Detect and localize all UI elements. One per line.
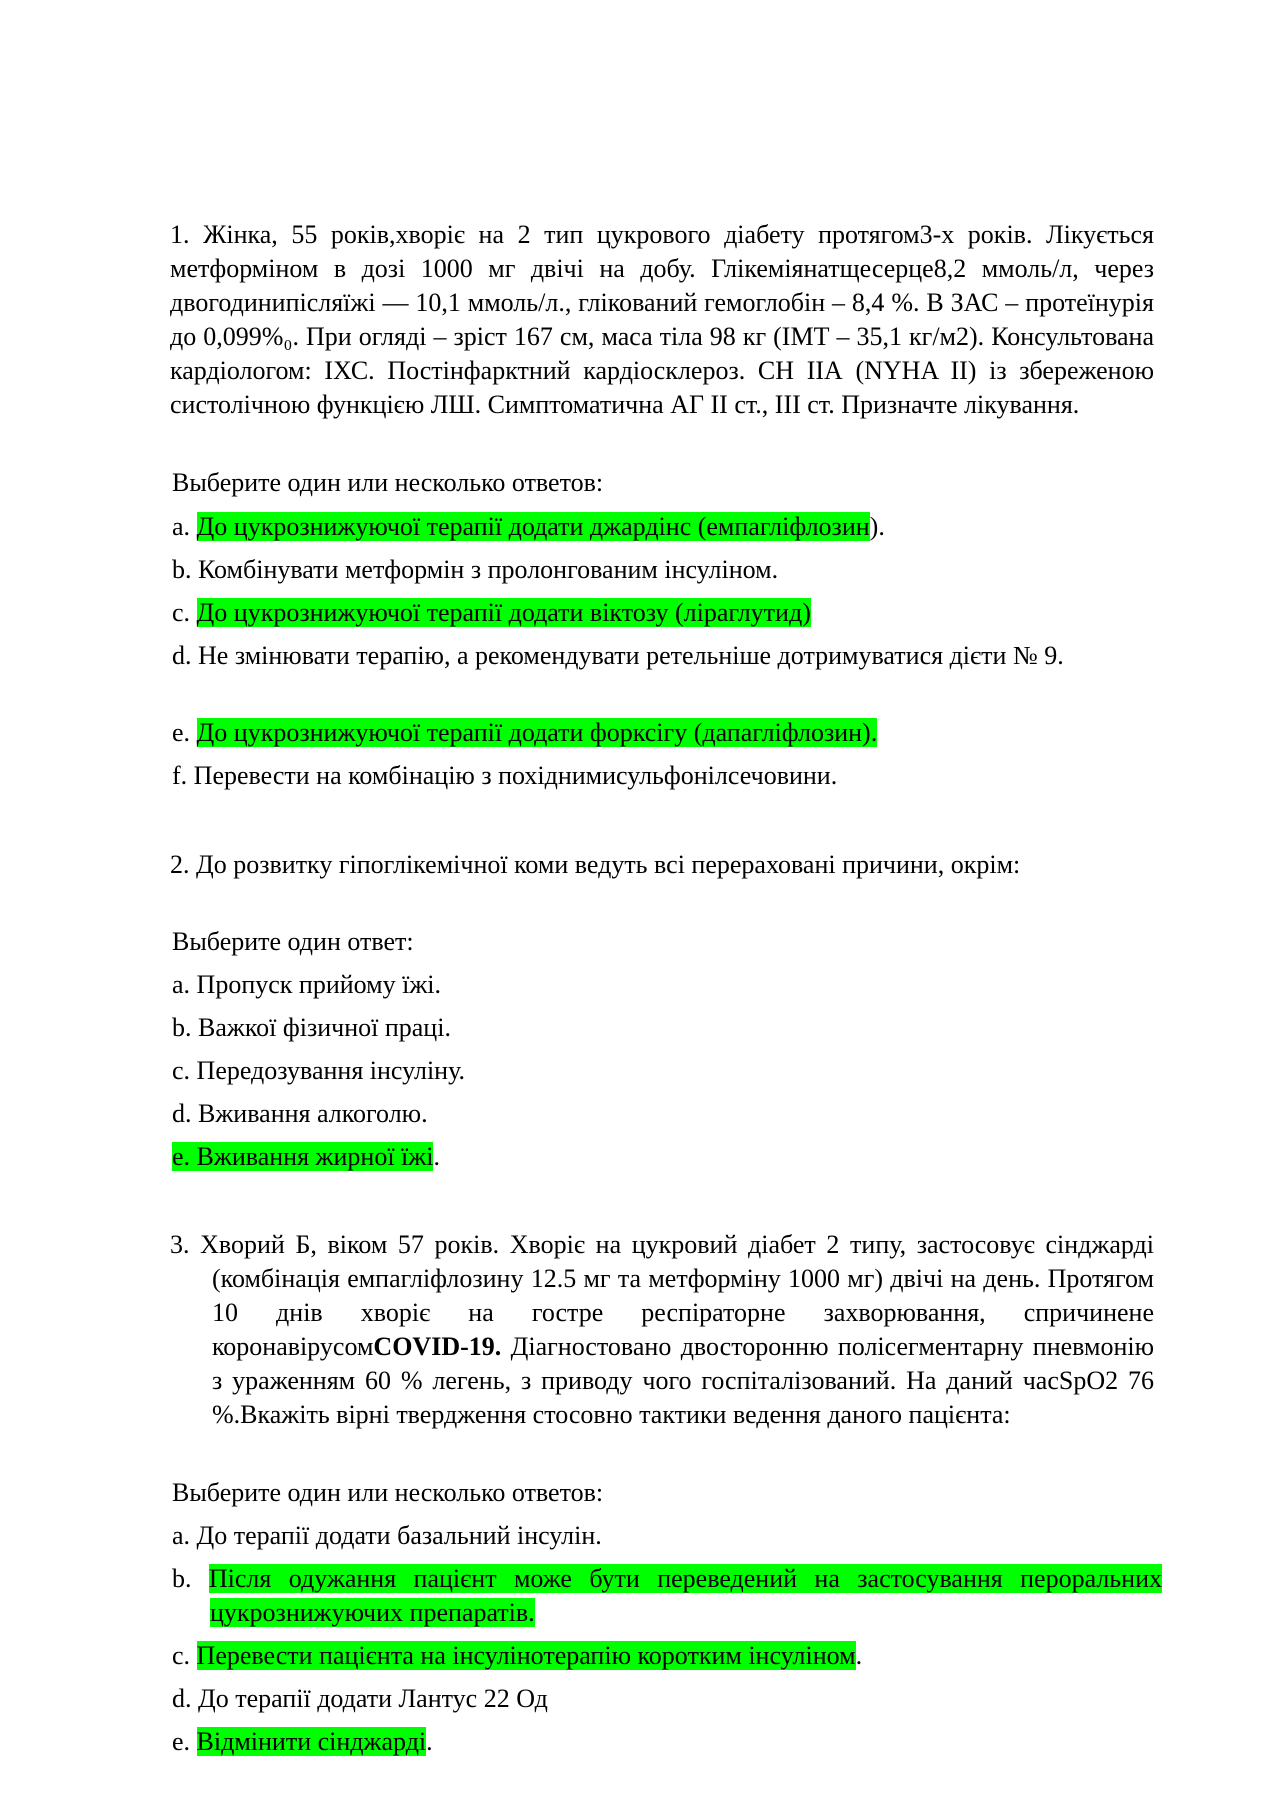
question-3-prompt: Выберите один или несколько ответов: [172,1478,604,1507]
q2-option-e[interactable]: e. Вживання жирної їжі. [172,1142,440,1171]
q3-option-d[interactable]: d. До терапії додати Лантус 22 Од [172,1684,548,1713]
question-3-text [170,1228,1154,1432]
question-body: Жінка, 55 років,хворіє на 2 тип цукрового діабету протягом3-х років. Лікується метформіном в дозі 1000 мг двічі на добу. Глікеміянатщесерце8,2 ммоль/л, через двогодинипісляїжі — 10,1 ммоль/л., глікований гемоглобін – 8,4 %. В ЗАС – протеїнурія до 0,099%₀. При огляді – зріст 167 см, маса тіла 98 кг (ІМТ – 35,1 кг/м2). Консультована кардіологом: ІХС. Постінфарктний кардіосклероз. СН ІІА (NYHA II) із збереженою систолічною функцією ЛШ. Симптоматична АГ ІІ ст., ІІІ ст. Призначте лікування. [170,220,1154,419]
q3-option-b[interactable]: b. Після одужання пацієнт може бути переведений на застосування пероральних цукрознижуючих препаратів. [172,1564,1162,1627]
correct-answer-highlight: Відмінити сінджарді [196,1727,427,1756]
q3-option-a[interactable]: a. До терапії додати базальний інсулін. [172,1521,602,1550]
question-2-prompt: Выберите один ответ: [172,927,414,956]
question-number: 3. [170,1230,190,1259]
question-1-text [170,218,1154,422]
question-body: Хворий Б, віком 57 років. Хворіє на цукровий діабет 2 типу, застосовує сінджарді (комбінація емпагліфлозину 12.5 мг та метформіну 1000 мг) двічі на день. Протягом 10 днів хворіє на гостре респіраторне захворювання, спричинене коронавірусом [200,1230,1154,1361]
q1-option-f[interactable]: f. Перевести на комбінацію з похіднимисульфонілсечовини. [172,761,838,790]
q1-option-e[interactable]: e. До цукрознижуючої терапії додати форксігу (дапагліфлозин). [172,718,878,747]
q1-option-c[interactable]: c. До цукрознижуючої терапії додати віктозу (ліраглутид) [172,598,811,627]
q2-option-b[interactable]: b. Важкої фізичної праці. [172,1013,451,1042]
correct-answer-highlight: До цукрознижуючої терапії додати джардінс (емпагліфлозин [196,512,870,541]
q1-option-d[interactable]: d. Не змінювати терапію, а рекомендувати ретельніше дотримуватися дієти № 9. [172,641,1064,670]
question-1-prompt: Выберите один или несколько ответов: [172,468,604,497]
q3-option-e[interactable]: e. Відмінити сінджарді. [172,1727,433,1756]
question-body: До розвитку гіпоглікемічної коми ведуть всі перераховані причини, окрім: [196,850,1021,879]
q2-option-a[interactable]: a. Пропуск прийому їжі. [172,970,442,999]
question-number: 2. [170,850,190,879]
question-number: 1. [170,220,190,249]
correct-answer-highlight: До цукрознижуючої терапії додати віктозу (ліраглутид) [196,598,811,627]
correct-answer-highlight: e. Вживання жирної їжі [172,1142,434,1171]
correct-answer-highlight: Перевести пацієнта на інсулінотерапію коротким інсуліном [196,1641,856,1670]
q1-option-b[interactable]: b. Комбінувати метформін з пролонгованим інсуліном. [172,555,779,584]
question-2-text [170,848,1154,882]
question-body-bold: COVID-19. [373,1332,502,1361]
q3-option-c[interactable]: c. Перевести пацієнта на інсулінотерапію коротким інсуліном. [172,1641,863,1670]
q2-option-c[interactable]: c. Передозування інсуліну. [172,1056,465,1085]
correct-answer-highlight: Після одужання пацієнт може бути переведений на застосування пероральних цукрознижуючих препаратів. [208,1564,1162,1627]
q1-option-a[interactable]: a. До цукрознижуючої терапії додати джардінс (емпагліфлозин). [172,512,885,541]
q2-option-d[interactable]: d. Вживання алкоголю. [172,1099,428,1128]
correct-answer-highlight: До цукрознижуючої терапії додати форксігу (дапагліфлозин). [196,718,878,747]
question-body-continued: Діагностовано двосторонню полісегментарну пневмонію з ураженням 60 % легень, з приводу чого госпіталізований. На даний часSpO2 76 %.Вкажіть вірні твердження стосовно тактики ведення даного пацієнта: [212,1332,1154,1429]
